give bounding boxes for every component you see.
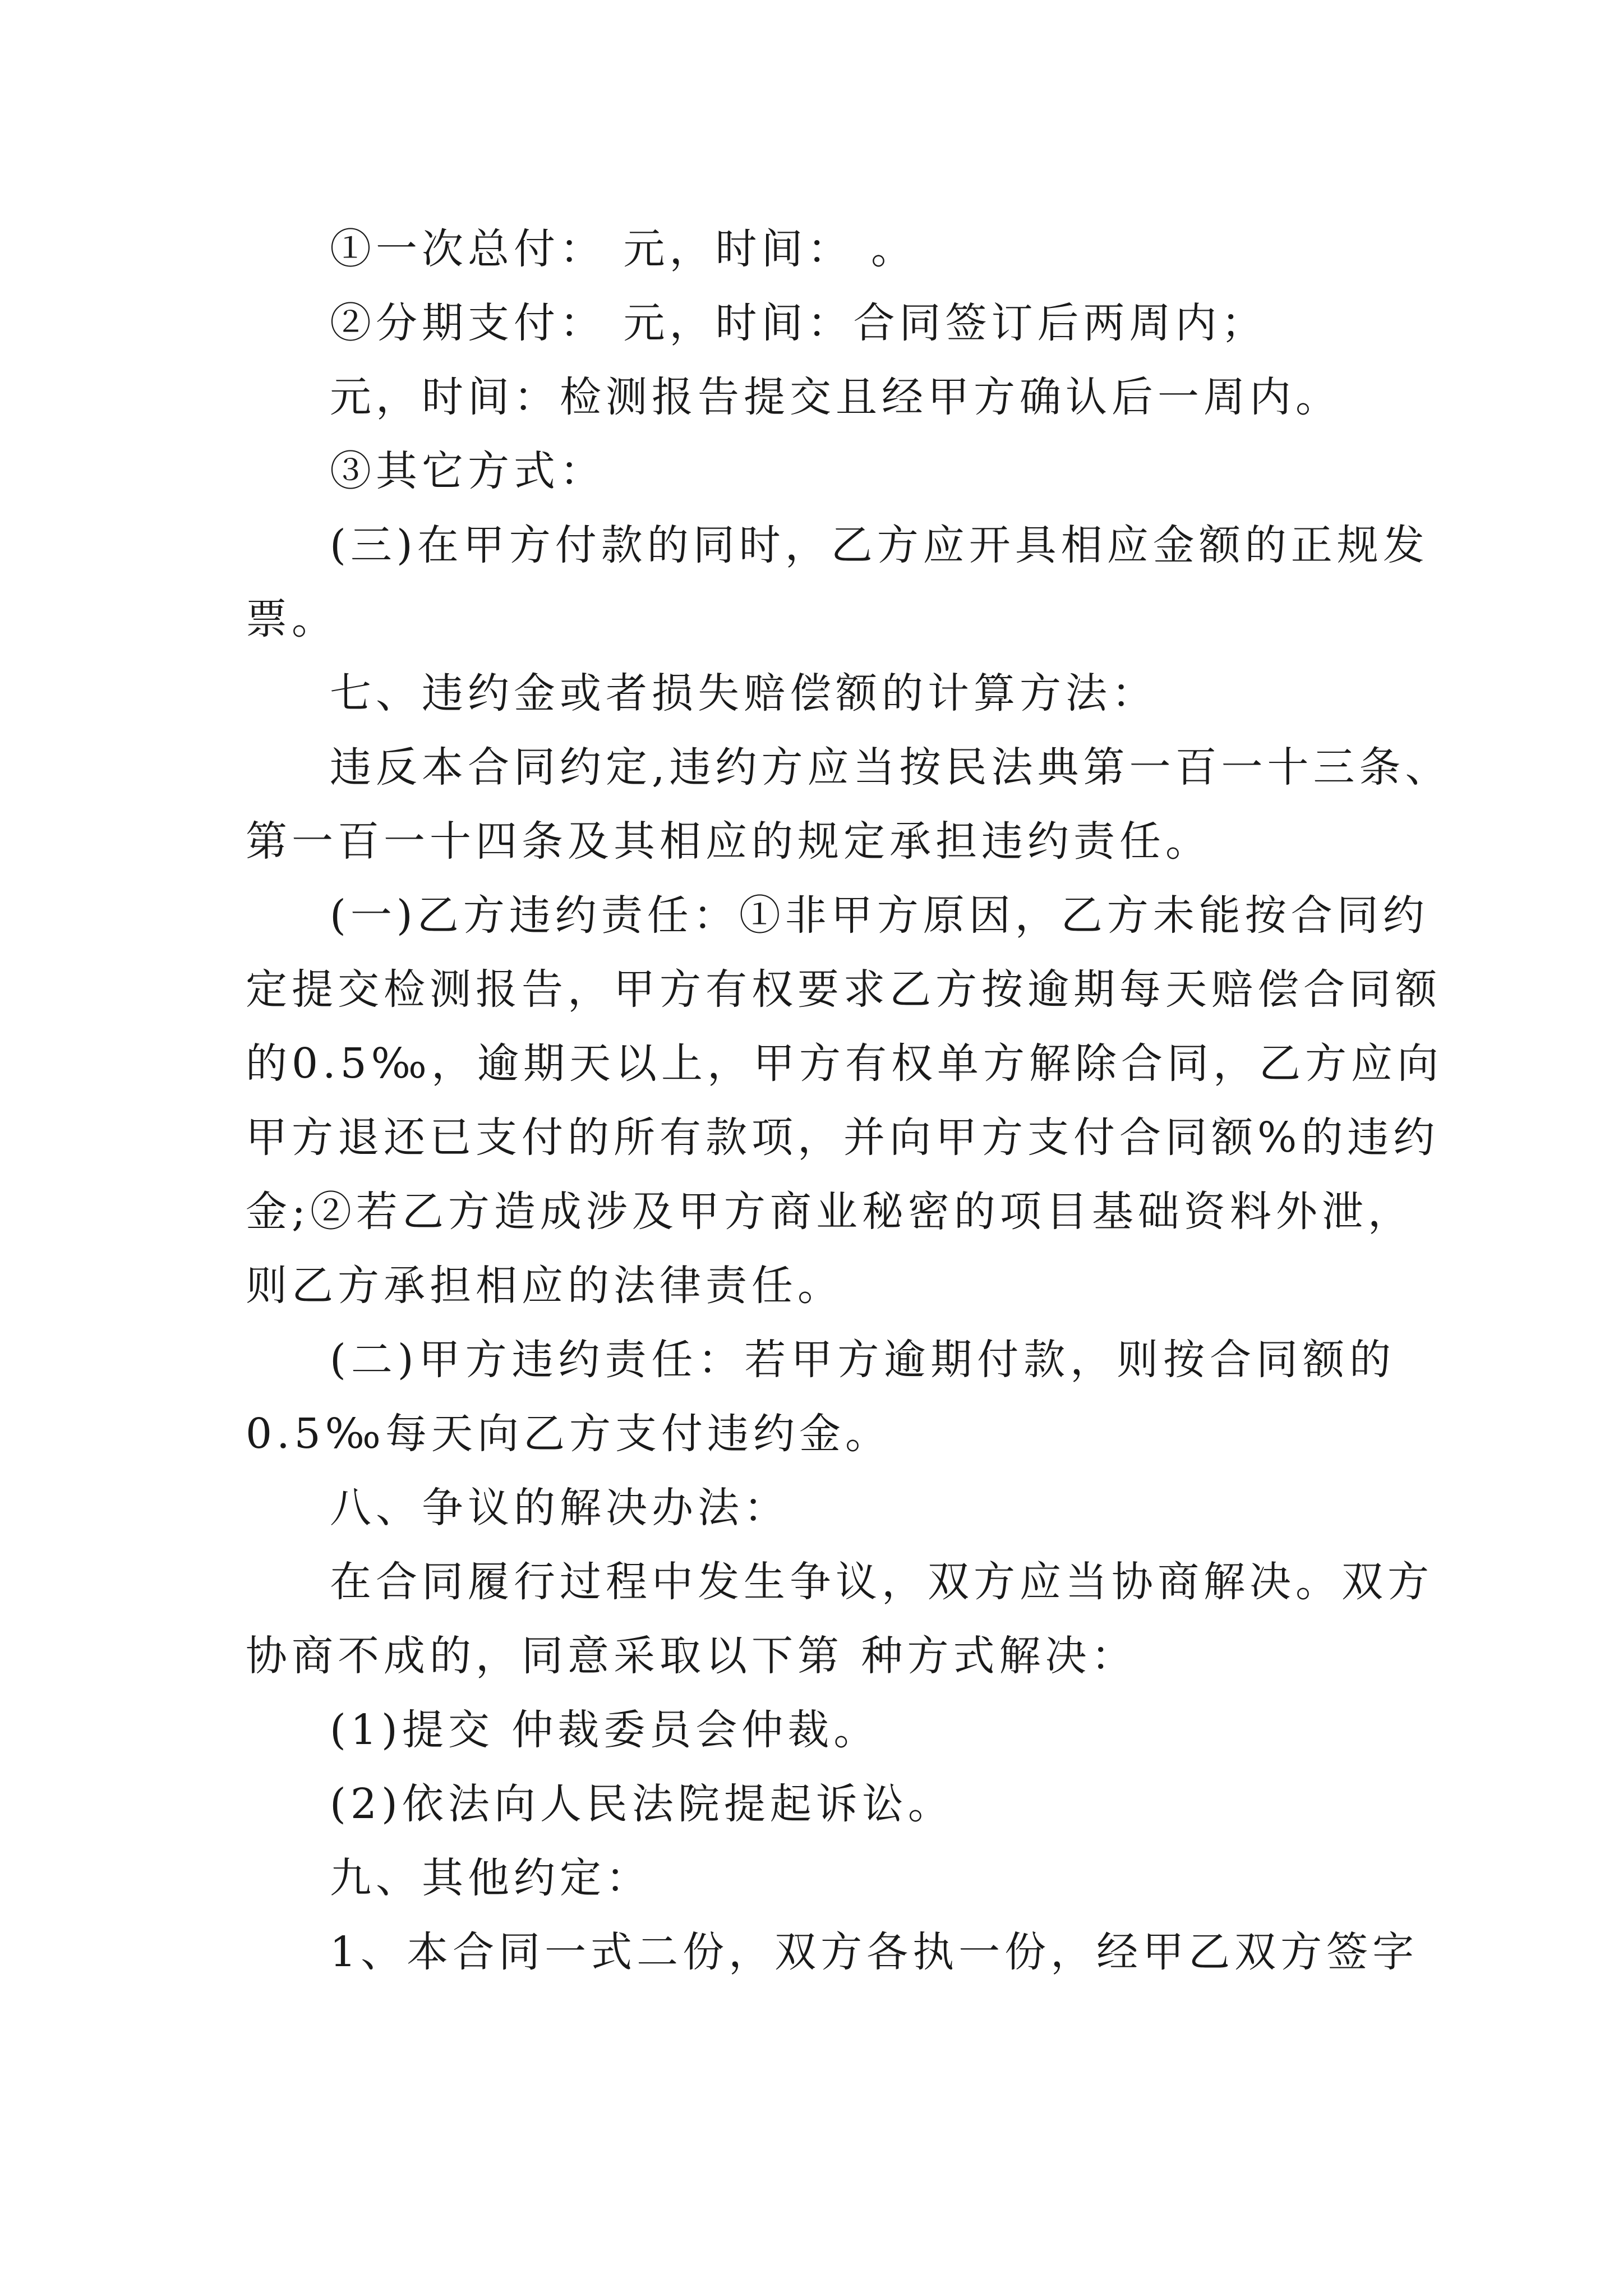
document-line: ②分期支付： 元，时间：合同签订后两周内； [330,299,1267,347]
document-line: (一)乙方违约责任：①非甲方原因，乙方未能按合同约 [330,891,1429,940]
document-line: 定提交检测报告，甲方有权要求乙方按逾期每天赔偿合同额 [246,965,1441,1014]
document-line: 九、其他约定： [330,1854,652,1902]
document-line: ③其它方式： [330,447,606,495]
document-line: (三)在甲方付款的同时，乙方应开具相应金额的正规发 [330,521,1429,569]
document-line: 的0.5‰，逾期天以上，甲方有权单方解除合同，乙方应向 [246,1039,1443,1088]
document-line: (2)依法向人民法院提起诉讼。 [330,1780,954,1828]
document-line: 票。 [246,595,338,643]
document-line: (二)甲方违约责任：若甲方逾期付款，则按合同额的 [330,1336,1395,1384]
document-line: 0.5‰每天向乙方支付违约金。 [246,1410,891,1458]
document-line: 违反本合同约定,违约方应当按民法典第一百一十三条、 [330,743,1451,792]
document-line: 则乙方承担相应的法律责任。 [246,1262,843,1310]
document-line: 七、违约金或者损失赔偿额的计算方法： [330,669,1158,717]
document-line: 第一百一十四条及其相应的规定承担违约责任。 [246,817,1211,866]
document-line: 1、本合同一式二份，双方各执一份，经甲乙双方签字 [330,1928,1419,1976]
document-line: 元，时间：检测报告提交且经甲方确认后一周内。 [330,373,1341,421]
document-body [246,212,1451,1989]
document-line: (1)提交 仲裁委员会仲裁。 [330,1706,880,1754]
document-line: ①一次总付： 元，时间： 。 [330,225,917,273]
document-line: 八、争议的解决办法： [330,1484,790,1532]
document-line: 在合同履行过程中发生争议，双方应当协商解决。双方 [330,1558,1433,1606]
document-line: 甲方退还已支付的所有款项，并向甲方支付合同额%的违约 [246,1114,1440,1162]
document-line: 金;②若乙方造成涉及甲方商业秘密的项目基础资料外泄， [246,1188,1414,1236]
document-line: 协商不成的，同意采取以下第 种方式解决： [246,1632,1137,1680]
